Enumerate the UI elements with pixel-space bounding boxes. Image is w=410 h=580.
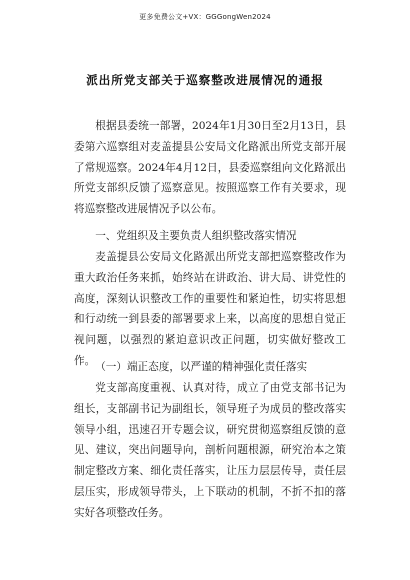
paragraph-intro: 根据县委统一部署，2024年1月30日至2月13日，县委第六巡察组对麦盖提县公安局文化路派出所党支部开展了常规巡察。2024年4月12日，县委巡察组向文化路派出所党支部织反馈了巡察意见。按照巡察工作有关要求，现将巡察整改进展情况予以公布。 — [74, 120, 346, 216]
paragraph-section-1: 麦盖提县公安局文化路派出所党支部把巡察整改作为重大政治任务来抓，始终站在讲政治、讲大局、讲党性的高度，深刻认识整改工作的重要性和紧迫性，切实将思想和行动统一到县委的部署要求上来，以高度的思想自觉正视问题，以强烈的紧迫意识改正问题，切实做好整改工作。 — [74, 251, 346, 367]
document-title: 派出所党支部关于巡察整改进展情况的通报 — [86, 73, 324, 87]
subsection-heading-1: （一）端正态度，以严谨的精神强化责任落实 — [95, 361, 308, 373]
promo-banner: 更多免费公文+VX：GGGongWen2024 — [139, 13, 271, 21]
section-heading-1: 一、党组织及主要负责人组织整改落实情况 — [95, 230, 297, 242]
paragraph-subsection-1: 党支部高度重视、认真对待，成立了由党支部书记为组长，支部副书记为副组长，领导班子为成员的整改落实领导小组，迅速召开专题会议，研究贯彻巡察组反馈的意见、建议，突出问题导向，剖析问题根源，研究治本之策制定整改方案、细化责任落实，让压力层层传导，责任层层压实，形成领导带头，上下联动的机制，不折不扣的落实好各项整改任务。 — [74, 382, 346, 519]
